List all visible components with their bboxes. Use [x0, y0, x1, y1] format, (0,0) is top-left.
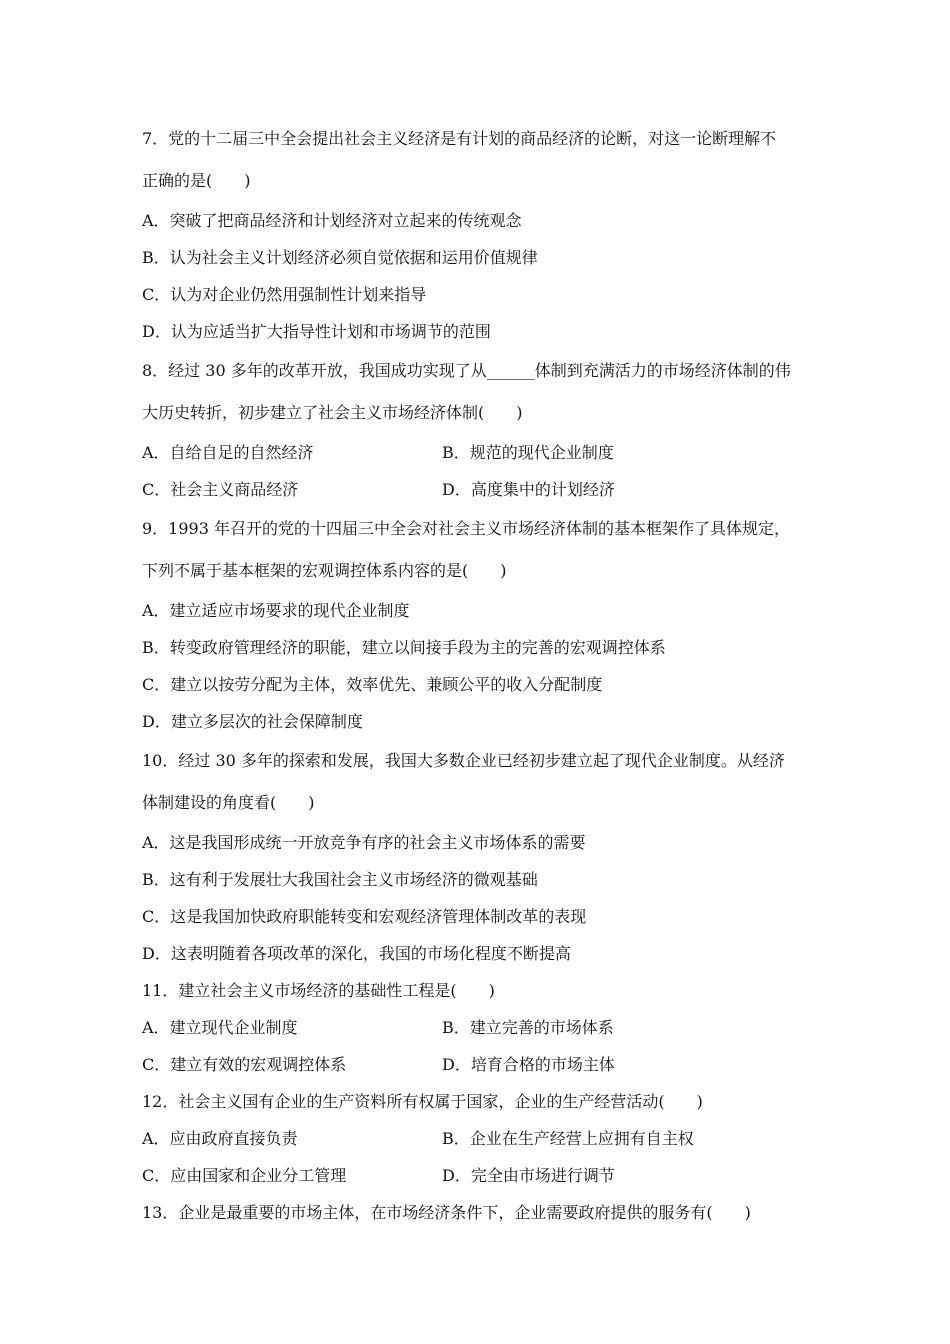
question-11 — [142, 972, 822, 1083]
option-a: A．自给自足的自然经济 — [142, 443, 314, 462]
option-row — [142, 1046, 822, 1083]
option-b: B．建立完善的市场体系 — [442, 1018, 614, 1037]
option-row — [142, 1157, 822, 1194]
question-9 — [142, 508, 822, 740]
question-stem: 13．企业是最重要的市场主体，在市场经济条件下，企业需要政府提供的服务有( ) — [142, 1203, 751, 1222]
option-c: C．建立有效的宏观调控体系 — [142, 1055, 347, 1074]
question-13 — [142, 1194, 822, 1231]
option-d: D．完全由市场进行调节 — [442, 1166, 615, 1185]
option-b: B．这有利于发展壮大我国社会主义市场经济的微观基础 — [142, 870, 538, 889]
question-stem: 正确的是( ) — [142, 171, 251, 190]
option-c: C．这是我国加快政府职能转变和宏观经济管理体制改革的表现 — [142, 907, 587, 926]
question-10 — [142, 740, 822, 972]
question-stem: 7．党的十二届三中全会提出社会主义经济是有计划的商品经济的论断，对这一论断理解不 — [142, 129, 777, 148]
option-row — [142, 434, 822, 471]
question-stem: 11．建立社会主义市场经济的基础性工程是( ) — [142, 981, 495, 1000]
option-a: A．突破了把商品经济和计划经济对立起来的传统观念 — [142, 211, 522, 230]
question-stem: 大历史转折，初步建立了社会主义市场经济体制( ) — [142, 403, 523, 422]
question-7 — [142, 118, 822, 350]
option-b: B．规范的现代企业制度 — [442, 443, 614, 462]
question-stem: 9．1993 年召开的党的十四届三中全会对社会主义市场经济体制的基本框架作了具体规定， — [142, 519, 790, 538]
option-d: D．建立多层次的社会保障制度 — [142, 712, 363, 731]
option-a: A．应由政府直接负责 — [142, 1129, 298, 1148]
option-row — [142, 471, 822, 508]
option-a: A．建立适应市场要求的现代企业制度 — [142, 601, 410, 620]
question-stem: 12．社会主义国有企业的生产资料所有权属于国家，企业的生产经营活动( ) — [142, 1092, 703, 1111]
option-a: A．这是我国形成统一开放竞争有序的社会主义市场体系的需要 — [142, 833, 586, 852]
option-a: A．建立现代企业制度 — [142, 1018, 298, 1037]
option-row — [142, 1009, 822, 1046]
option-d: D．这表明随着各项改革的深化，我国的市场化程度不断提高 — [142, 944, 571, 963]
option-b: B．转变政府管理经济的职能，建立以间接手段为主的完善的宏观调控体系 — [142, 638, 666, 657]
option-c: C．社会主义商品经济 — [142, 480, 299, 499]
option-b: B．认为社会主义计划经济必须自觉依据和运用价值规律 — [142, 248, 538, 267]
exam-page — [142, 118, 822, 1231]
question-12 — [142, 1083, 822, 1194]
option-c: C．建立以按劳分配为主体，效率优先、兼顾公平的收入分配制度 — [142, 675, 603, 694]
question-stem: 10．经过 30 多年的探索和发展，我国大多数企业已经初步建立起了现代企业制度。从经济 — [142, 751, 785, 770]
option-d: D．培育合格的市场主体 — [442, 1055, 615, 1074]
question-stem: 下列不属于基本框架的宏观调控体系内容的是( ) — [142, 561, 507, 580]
option-row — [142, 1120, 822, 1157]
option-b: B．企业在生产经营上应拥有自主权 — [442, 1129, 694, 1148]
question-stem: 8．经过 30 多年的改革开放，我国成功实现了从______体制到充满活力的市场经济体制的伟 — [142, 361, 791, 380]
question-stem: 体制建设的角度看( ) — [142, 793, 315, 812]
option-d: D．高度集中的计划经济 — [442, 480, 615, 499]
option-c: C．认为对企业仍然用强制性计划来指导 — [142, 285, 427, 304]
question-8 — [142, 350, 822, 508]
option-c: C．应由国家和企业分工管理 — [142, 1166, 347, 1185]
option-d: D．认为应适当扩大指导性计划和市场调节的范围 — [142, 322, 491, 341]
